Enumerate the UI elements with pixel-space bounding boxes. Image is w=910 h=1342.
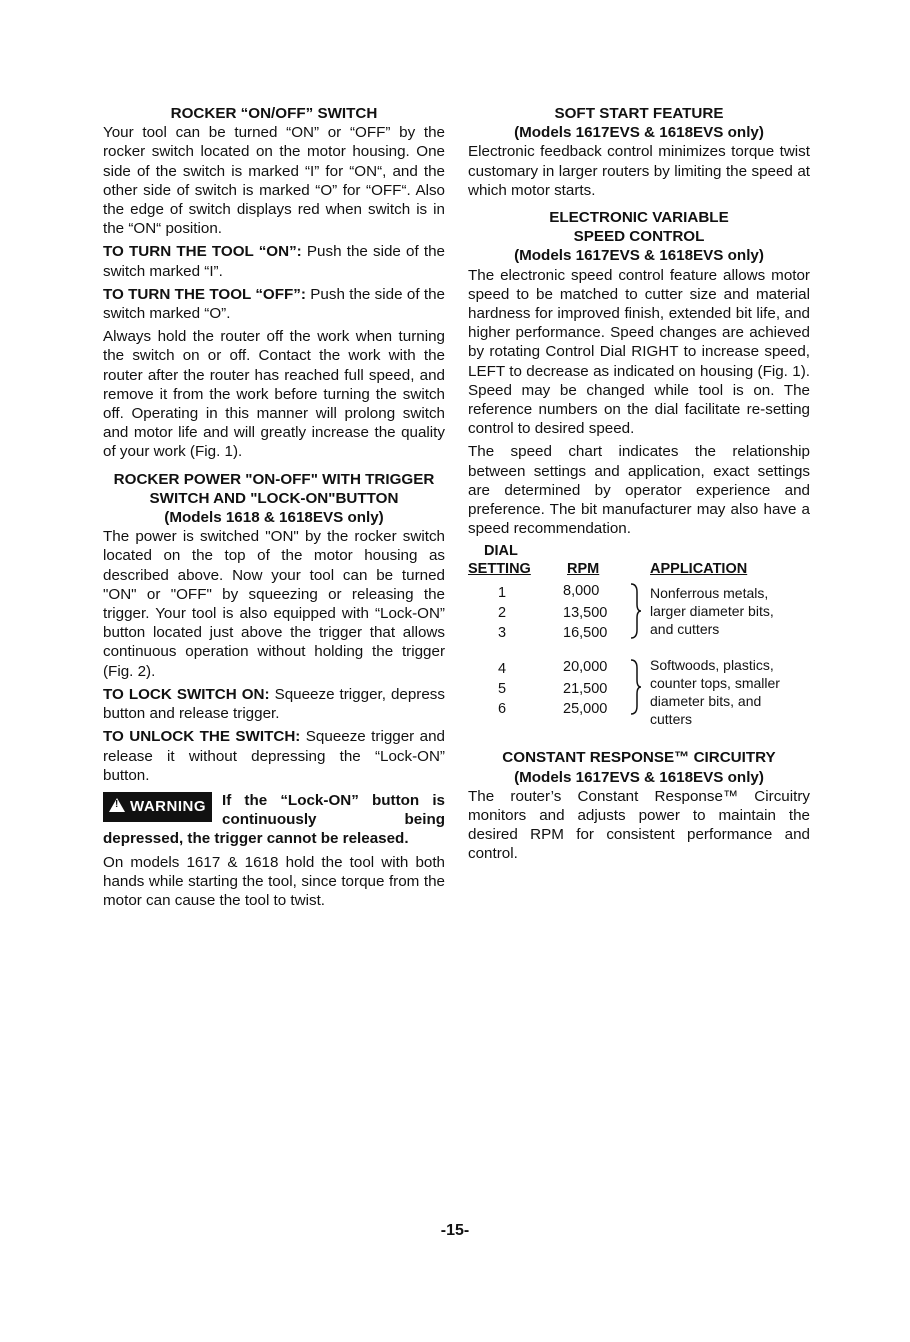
row-rpm: 13,500 bbox=[563, 605, 608, 622]
power-switch-models: (Models 1618 & 1618EVS only) bbox=[164, 509, 384, 527]
row-setting: 3 bbox=[498, 625, 507, 642]
turn-on-paragraph bbox=[103, 242, 445, 280]
app-group-1-line: larger diameter bits, bbox=[650, 603, 774, 620]
app-group-1-line: Nonferrous metals, bbox=[650, 585, 769, 602]
evsc-heading-line1: ELECTRONIC VARIABLE bbox=[549, 209, 729, 227]
row-setting: 6 bbox=[498, 701, 507, 718]
brace-group-1-icon bbox=[628, 582, 642, 640]
col-dial-label: DIAL bbox=[484, 543, 518, 560]
app-group-2-line: diameter bits, and bbox=[650, 693, 762, 710]
warning-block bbox=[103, 791, 445, 849]
speed-table bbox=[468, 542, 810, 732]
app-group-2-line: Softwoods, plastics, bbox=[650, 657, 774, 674]
unlock-text: Squeeze trigger and release it without depressing the “Lock-ON” button. bbox=[103, 728, 445, 784]
app-group-2-line: counter tops, smaller bbox=[650, 675, 780, 692]
turn-on-label: TO TURN THE TOOL “ON”: bbox=[103, 243, 302, 261]
turn-on-text: Push the side of the switch marked “I”. bbox=[103, 243, 446, 280]
unlock-paragraph bbox=[103, 727, 445, 785]
row-rpm: 21,500 bbox=[563, 681, 608, 698]
col-application-header: APPLICATION bbox=[650, 561, 748, 578]
row-rpm: 25,000 bbox=[563, 701, 608, 718]
soft-start-body: Electronic feedback control minimizes torque twist customary in larger routers by limiting the speed at which motor starts. bbox=[468, 143, 810, 199]
app-group-2-line: cutters bbox=[650, 711, 693, 728]
row-rpm: 16,500 bbox=[563, 625, 608, 642]
lock-label: TO LOCK SWITCH ON: bbox=[103, 685, 270, 703]
constant-response-heading: CONSTANT RESPONSE™ CIRCUITRY bbox=[502, 749, 776, 767]
unlock-label: TO UNLOCK THE SWITCH: bbox=[103, 728, 301, 746]
page-number: -15- bbox=[440, 1222, 470, 1239]
speed-chart-body: The speed chart indicates the relationship between settings and application, exact settings are determined by operator experience and preference. The bit manufacturer may also have a speed recommendation. bbox=[468, 443, 810, 538]
constant-response-models: (Models 1617EVS & 1618EVS only) bbox=[514, 768, 764, 786]
row-setting: 1 bbox=[498, 585, 507, 602]
left-column bbox=[103, 104, 445, 914]
rocker-switch-body: Your tool can be turned “ON” or “OFF” by the rocker switch located on the motor housing. One side of the switch is marked “I” for “ON“, and the other side of switch is marked “O” for “OFF“. Also the edge of switch displays red when switch is in the “ON“ position. bbox=[103, 124, 445, 238]
warning-badge bbox=[103, 792, 212, 822]
turn-off-label: TO TURN THE TOOL “OFF”: bbox=[103, 285, 306, 303]
evsc-body: The electronic speed control feature allows motor speed to be matched to cutter size and material hardness for improved finish, extended bit life, and higher performance. Speed changes are achieved by rotating Control Dial RIGHT to increase speed, LEFT to decrease as indicated on housing (Fig. 1). Speed may be changed while tool is on. The reference numbers on the dial facilitate re-setting control to desired speed. bbox=[468, 266, 810, 438]
rocker-switch-heading: ROCKER “ON/OFF” SWITCH bbox=[170, 105, 378, 122]
power-switch-body: The power is switched "ON" by the rocker switch located on the top of the motor housing as described above. Now your tool can be turned "ON" or "OFF" by squeezing or releasing the trigger. Your tool is also equipped with “Lock-ON” button located just above the trigger that allows continuous operation without holding the trigger (Fig. 2). bbox=[103, 528, 445, 680]
lock-paragraph bbox=[103, 685, 445, 723]
col-rpm-header: RPM bbox=[567, 561, 600, 578]
row-rpm: 20,000 bbox=[563, 659, 608, 676]
models-hold-paragraph: On models 1617 & 1618 hold the tool with both hands while starting the tool, since torque from the motor can cause the tool to twist. bbox=[103, 853, 445, 909]
constant-response-body: The router’s Constant Response™ Circuitry monitors and adjusts power to maintain the desired RPM for consistent performance and control. bbox=[468, 787, 810, 863]
soft-start-heading: SOFT START FEATURE bbox=[554, 105, 724, 122]
col-setting-header: SETTING bbox=[468, 561, 531, 578]
right-column bbox=[468, 104, 810, 868]
lock-text: Squeeze trigger, depress button and release trigger. bbox=[103, 685, 445, 723]
warning-badge-label: WARNING bbox=[130, 797, 206, 815]
brace-group-2-icon bbox=[628, 658, 642, 716]
row-setting: 2 bbox=[498, 605, 507, 622]
always-hold-paragraph: Always hold the router off the work when turning the switch on or off. Contact the work with the router after the router has reached full speed, and remove it from the work before turning the switch off. Operating in this manner will prolong switch and motor life and will greatly increase the quality of your work (Fig. 1). bbox=[103, 328, 445, 461]
soft-start-models: (Models 1617EVS & 1618EVS only) bbox=[514, 124, 764, 142]
evsc-heading-line2: SPEED CONTROL bbox=[573, 228, 705, 246]
turn-off-paragraph bbox=[103, 285, 445, 323]
row-setting: 4 bbox=[498, 661, 507, 678]
turn-off-text: Push the side of the switch marked “O”. bbox=[103, 285, 445, 323]
row-rpm: 8,000 bbox=[563, 583, 600, 600]
row-setting: 5 bbox=[498, 681, 507, 698]
warning-triangle-icon bbox=[109, 798, 125, 812]
app-group-1-line: and cutters bbox=[650, 621, 720, 638]
warning-text: If the “Lock-ON” button is continuously being depressed, the trigger cannot be released. bbox=[103, 791, 445, 848]
evsc-models: (Models 1617EVS & 1618EVS only) bbox=[514, 247, 764, 265]
power-switch-heading: ROCKER POWER "ON-OFF" WITH TRIGGER SWITCH AND "LOCK-ON"BUTTON bbox=[113, 470, 435, 507]
